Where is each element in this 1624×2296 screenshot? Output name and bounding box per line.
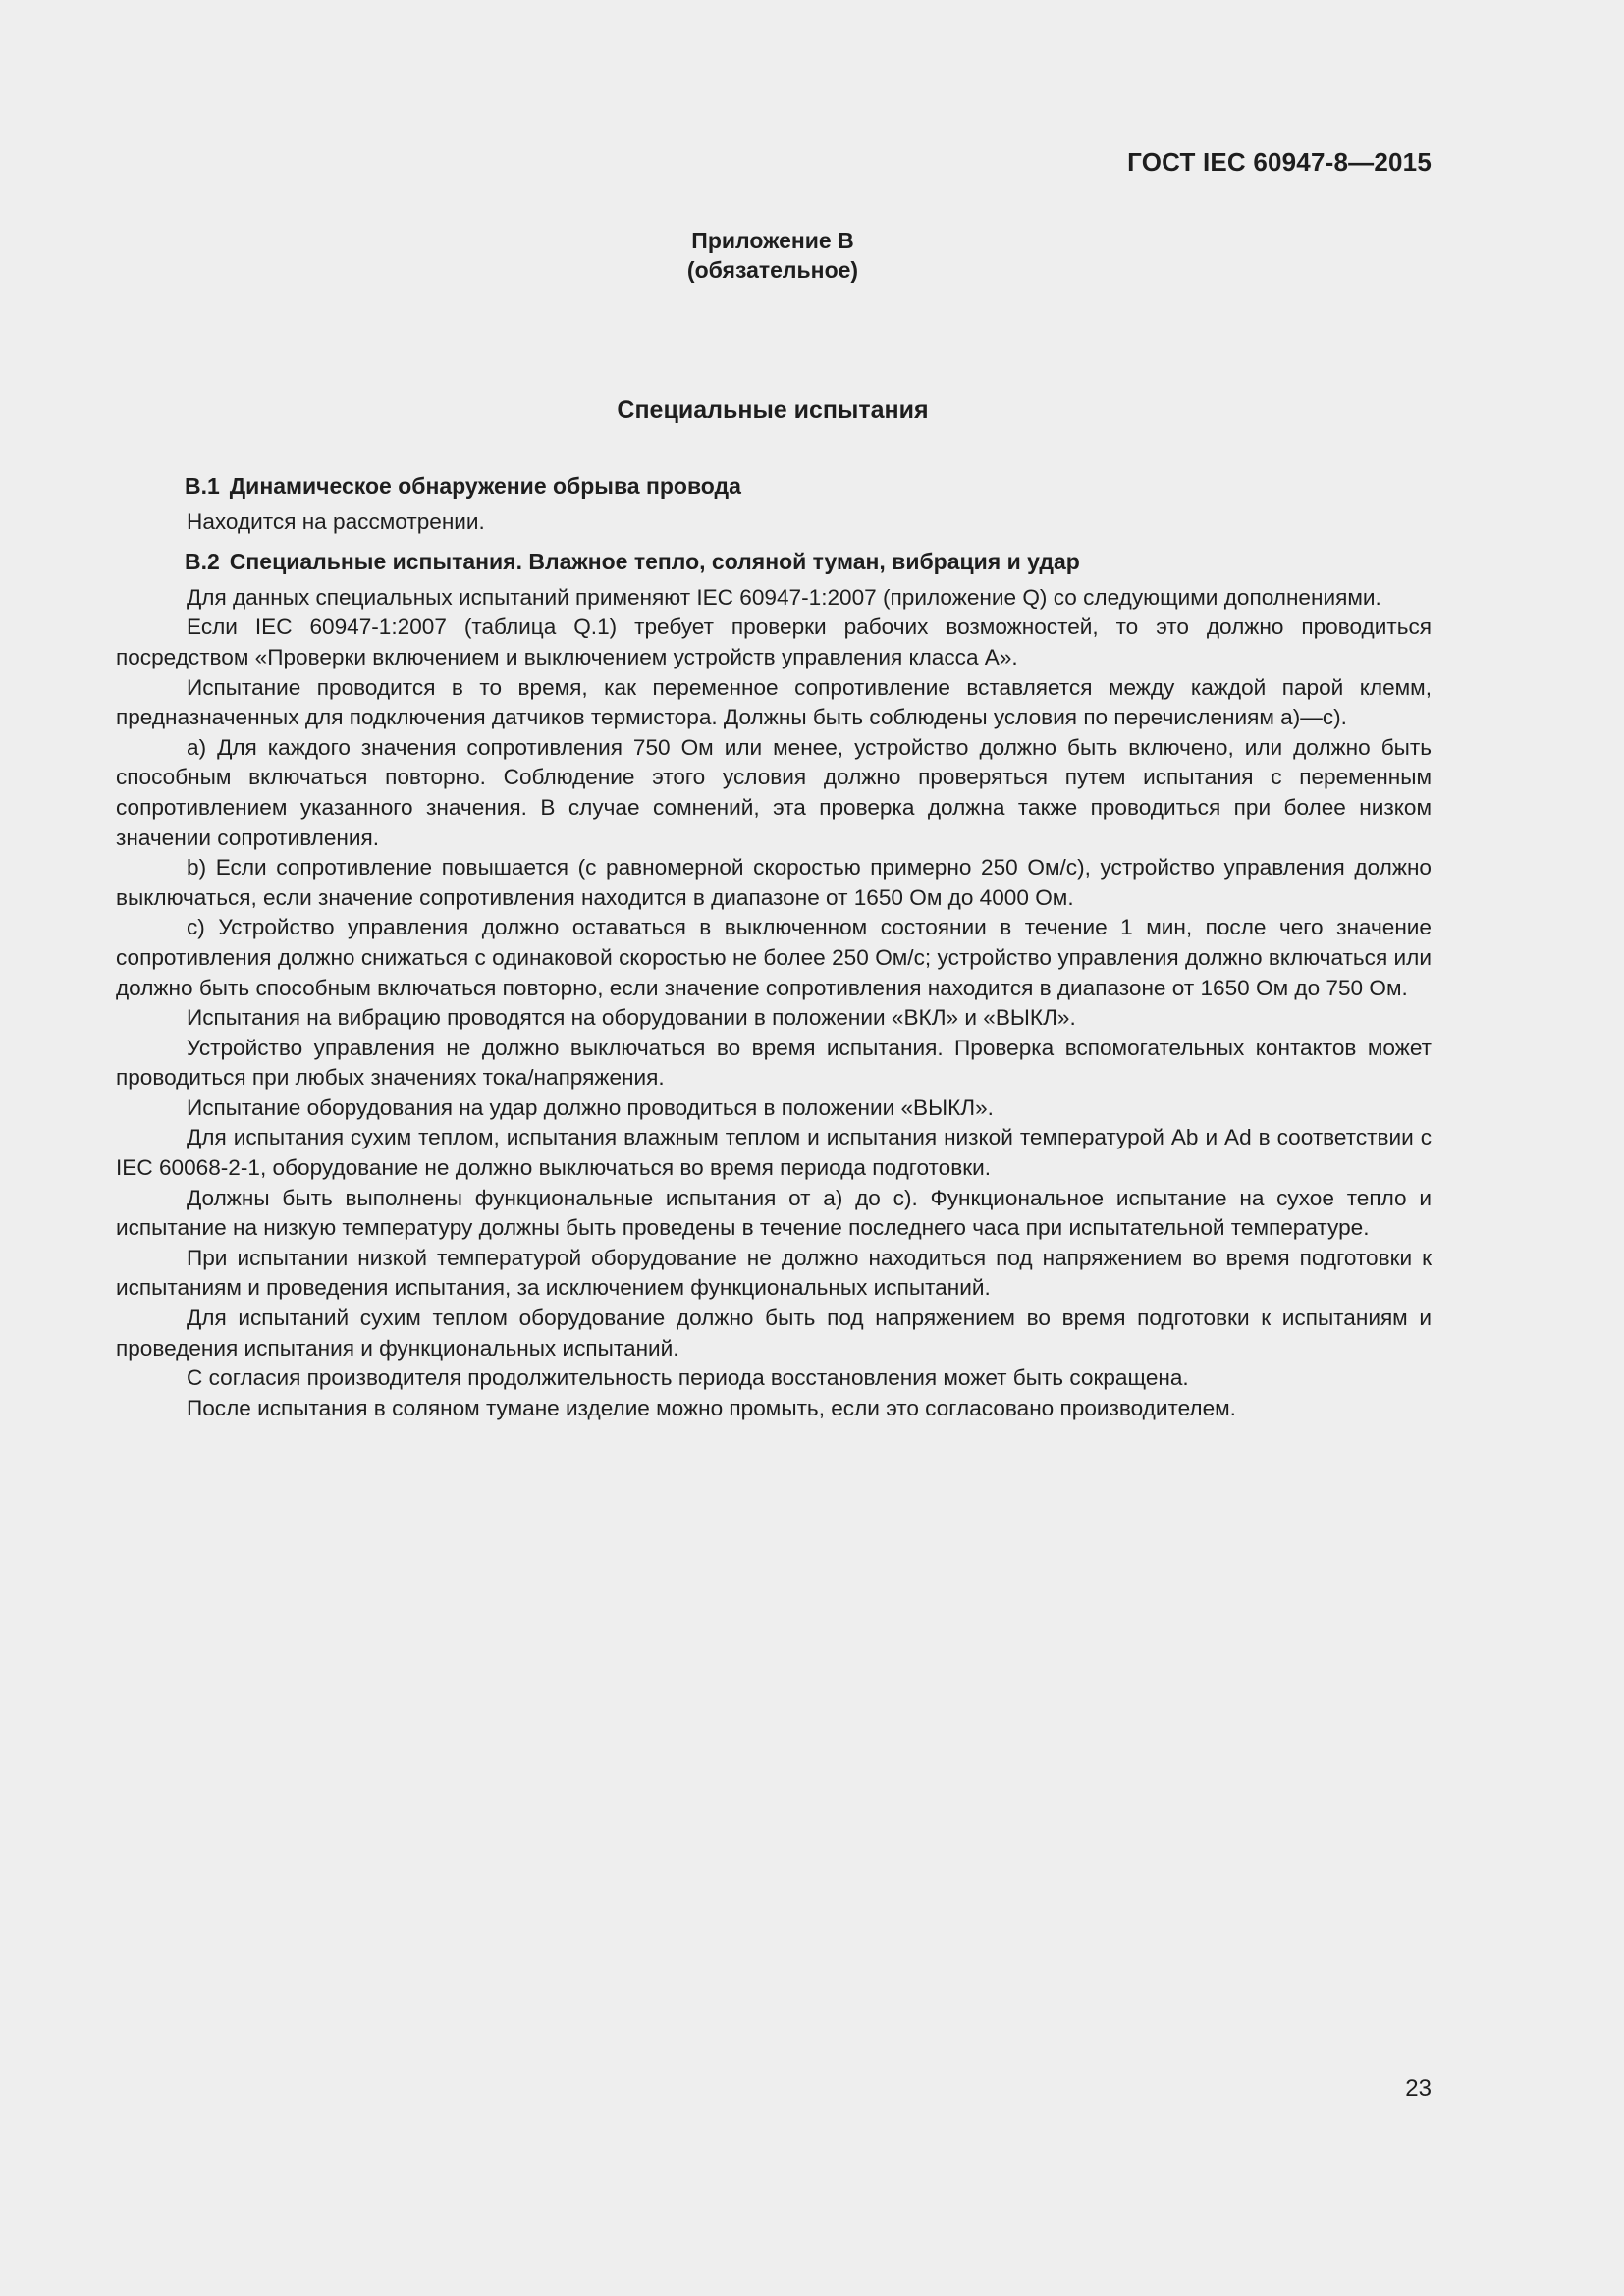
paragraph: Испытание проводится в то время, как переменное сопротивление вставляется между каждой парой клемм, предназначенных для подключения датчиков термистора. Должны быть соблюдены условия по перечислениям а)—с). (116, 674, 1432, 730)
document-code: ГОСТ IEC 60947-8—2015 (1127, 147, 1432, 177)
page-number: 23 (1405, 2075, 1432, 2102)
paragraph: Находится на рассмотрении. (187, 508, 485, 534)
paragraph: Если IEC 60947-1:2007 (таблица Q.1) требует проверки рабочих возможностей, то это должно проводиться посредством «Проверки включением и выключением устройств управления класса А». (116, 614, 1432, 669)
subsection-b2-heading (116, 547, 1432, 577)
appendix-status: (обязательное) (686, 257, 859, 283)
section-title: Специальные испытания (617, 397, 929, 424)
list-item-b: b) Если сопротивление повышается (с равномерной скоростью примерно 250 Ом/с), устройство управления должно выключаться, если значение сопротивления находится в диапазоне от 1650 Ом до 4000 Ом. (116, 855, 1432, 910)
list-item-c: с) Устройство управления должно оставаться в выключенном состоянии в течение 1 мин, после чего значение сопротивления должно снижаться с одинаковой скоростью не более 250 Ом/с; устройство управления должно включаться или должно быть способным включаться повторно, если значение сопротивления находится в диапазоне от 1650 Ом до 750 Ом. (116, 915, 1432, 1000)
subsection-title: Специальные испытания. Влажное тепло, соляной туман, вибрация и удар (229, 549, 1080, 575)
subsection-b1-heading (116, 471, 1432, 502)
paragraph: Должны быть выполнены функциональные испытания от а) до с). Функциональное испытание на сухое тепло и испытание на низкую температуру должны быть проведены в течение последнего часа при испытательной температуре. (116, 1185, 1432, 1241)
paragraph: Для испытаний сухим теплом оборудование должно быть под напряжением во время подготовки к испытаниям и проведения испытания и функциональных испытаний. (116, 1306, 1432, 1361)
paragraph: После испытания в соляном тумане изделие можно промыть, если это согласовано производителем. (187, 1395, 1236, 1420)
paragraph: При испытании низкой температурой оборудование не должно находиться под напряжением во время подготовки к испытаниям и проведения испытания, за исключением функциональных испытаний. (116, 1245, 1432, 1301)
paragraph: Для данных специальных испытаний применяют IEC 60947-1:2007 (приложение Q) со следующими дополнениями. (187, 584, 1381, 610)
appendix-heading (0, 226, 1545, 285)
paragraph: Испытание оборудования на удар должно проводиться в положении «ВЫКЛ». (187, 1095, 994, 1120)
paragraph: Испытания на вибрацию проводятся на оборудовании в положении «ВКЛ» и «ВЫКЛ». (187, 1005, 1076, 1031)
list-item-a: а) Для каждого значения сопротивления 750 Ом или менее, устройство должно быть включено, или должно быть способным включаться повторно. Соблюдение этого условия должно проверяться путем испытания с переменным сопротивлением указанного значения. В случае сомнений, эта проверка должна также проводиться при более низком значении сопротивления. (116, 734, 1432, 850)
appendix-title: Приложение В (691, 228, 854, 253)
subsection-number: В.2 (185, 549, 220, 575)
paragraph: С согласия производителя продолжительность периода восстановления может быть сокращена. (187, 1365, 1189, 1391)
subsection-number: В.1 (185, 473, 220, 499)
subsection-title: Динамическое обнаружение обрыва провода (229, 473, 741, 499)
paragraph: Устройство управления не должно выключаться во время испытания. Проверка вспомогательных контактов может проводиться при любых значениях тока/напряжения. (116, 1035, 1432, 1091)
document-body (116, 471, 1432, 1423)
paragraph: Для испытания сухим теплом, испытания влажным теплом и испытания низкой температурой Ab и Ad в соответствии с IEC 60068-2-1, оборудование не должно выключаться во время периода подготовки. (116, 1125, 1432, 1181)
